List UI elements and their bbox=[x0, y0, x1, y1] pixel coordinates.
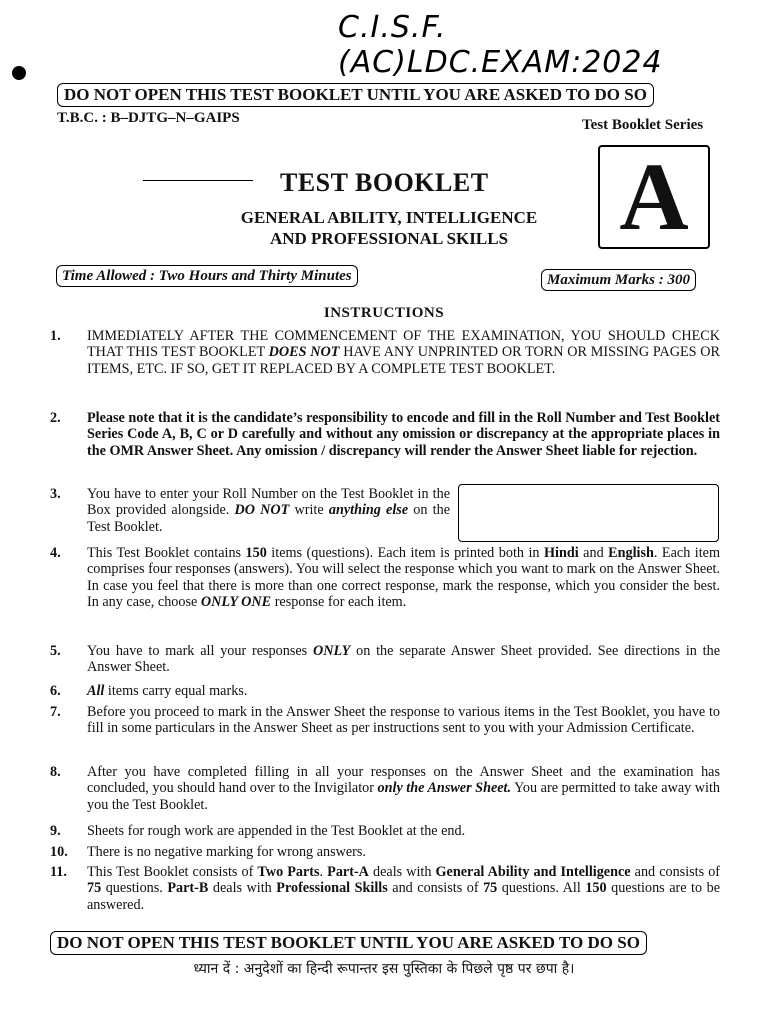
title-rule bbox=[143, 180, 253, 181]
instruction-text: This Test Booklet consists of Two Parts. Part-A deals with General Ability and Intelligence and consists of 75 questions. Part-B deals with Professional Skills and consists of 75 questions. All 150 questions are to be answered. bbox=[87, 864, 721, 913]
series-letter: A bbox=[619, 143, 689, 250]
instruction-2 bbox=[50, 410, 720, 459]
instruction-number: 11. bbox=[50, 864, 67, 880]
instruction-number: 2. bbox=[50, 410, 61, 426]
subtitle-line-2: AND PROFESSIONAL SKILLS bbox=[269, 229, 509, 248]
page-title: TEST BOOKLET bbox=[280, 168, 489, 197]
instruction-number: 4. bbox=[50, 545, 61, 561]
instructions-heading: INSTRUCTIONS bbox=[323, 305, 445, 321]
time-allowed: Time Allowed : Two Hours and Thirty Minutes bbox=[56, 265, 358, 287]
roll-number-box[interactable] bbox=[458, 484, 719, 542]
instruction-1 bbox=[50, 328, 720, 377]
registration-dot bbox=[12, 66, 26, 80]
instruction-number: 6. bbox=[50, 683, 61, 699]
warning-banner-top: DO NOT OPEN THIS TEST BOOKLET UNTIL YOU ARE ASKED TO DO SO bbox=[57, 83, 654, 107]
instruction-text: You have to mark all your responses ONLY on the separate Answer Sheet provided. See directions in the Answer Sheet. bbox=[87, 643, 720, 676]
warning-banner-bottom: DO NOT OPEN THIS TEST BOOKLET UNTIL YOU ARE ASKED TO DO SO bbox=[50, 931, 647, 955]
tbc-code: T.B.C. : B–DJTG–N–GAIPS bbox=[57, 110, 240, 126]
instruction-text: IMMEDIATELY AFTER THE COMMENCEMENT OF THE EXAMINATION, YOU SHOULD CHECK THAT THIS TEST BOOKLET DOES NOT HAVE ANY UNPRINTED OR TORN OR MISSING PAGES OR ITEMS, ETC. IF SO, GET IT REPLACED BY A COMPLETE TEST BOOKLET. bbox=[87, 328, 720, 377]
instruction-number: 9. bbox=[50, 823, 61, 839]
instruction-number: 3. bbox=[50, 486, 61, 502]
instruction-text: Please note that it is the candidate’s responsibility to encode and fill in the Roll Number and Test Booklet Series Code A, B, C or D carefully and without any omission or discrepancy at the appropriate places in the OMR Answer Sheet. Any omission / discrepancy will render the Answer Sheet liable for rejection. bbox=[87, 410, 720, 459]
instruction-text: Sheets for rough work are appended in the Test Booklet at the end. bbox=[87, 823, 466, 839]
instruction-11 bbox=[50, 864, 720, 913]
instruction-text: There is no negative marking for wrong answers. bbox=[87, 844, 366, 860]
instruction-9 bbox=[50, 823, 720, 839]
handwritten-note: C.I.S.F.(AC)LDC.EXAM:2024 bbox=[338, 10, 663, 80]
instruction-number: 5. bbox=[50, 643, 61, 659]
instruction-6 bbox=[50, 683, 720, 699]
series-label: Test Booklet Series bbox=[582, 117, 704, 133]
instruction-text: Before you proceed to mark in the Answer Sheet the response to various items in the Test Booklet, you have to fill in some particulars in the Answer Sheet as per instructions sent to you with your Admission Certificate. bbox=[87, 704, 720, 737]
subtitle bbox=[200, 207, 578, 249]
instruction-text: After you have completed filling in all your responses on the Answer Sheet and the examination has concluded, you should hand over to the Invigilator only the Answer Sheet. You are permitted to take away with you the Test Booklet. bbox=[87, 764, 720, 813]
instruction-7 bbox=[50, 704, 720, 737]
instruction-number: 1. bbox=[50, 328, 61, 344]
instruction-4 bbox=[50, 545, 720, 611]
instruction-number: 7. bbox=[50, 704, 61, 720]
maximum-marks: Maximum Marks : 300 bbox=[541, 269, 696, 291]
instruction-5 bbox=[50, 643, 720, 676]
hindi-note: ध्यान दें : अनुदेशों का हिन्दी रूपान्तर इस पुस्तिका के पिछले पृष्ठ पर छपा है। bbox=[193, 961, 575, 977]
instruction-number: 8. bbox=[50, 764, 61, 780]
series-letter-box bbox=[598, 145, 710, 249]
instruction-text: All items carry equal marks. bbox=[87, 683, 248, 699]
instruction-text: This Test Booklet contains 150 items (questions). Each item is printed both in Hindi and English. Each item comprises four responses (answers). You will select the response which you want to mark on the Answer Sheet. In case you feel that there is more than one correct response, mark the response, which you consider the best. In any case, choose ONLY ONE response for each item. bbox=[87, 545, 720, 611]
instruction-number: 10. bbox=[50, 844, 68, 860]
instruction-8 bbox=[50, 764, 720, 813]
instruction-10 bbox=[50, 844, 720, 860]
instruction-text: You have to enter your Roll Number on the Test Booklet in the Box provided alongside. DO NOT write anything else on the Test Booklet. bbox=[87, 486, 450, 535]
instruction-3 bbox=[50, 486, 450, 535]
subtitle-line-1: GENERAL ABILITY, INTELLIGENCE bbox=[240, 208, 538, 227]
